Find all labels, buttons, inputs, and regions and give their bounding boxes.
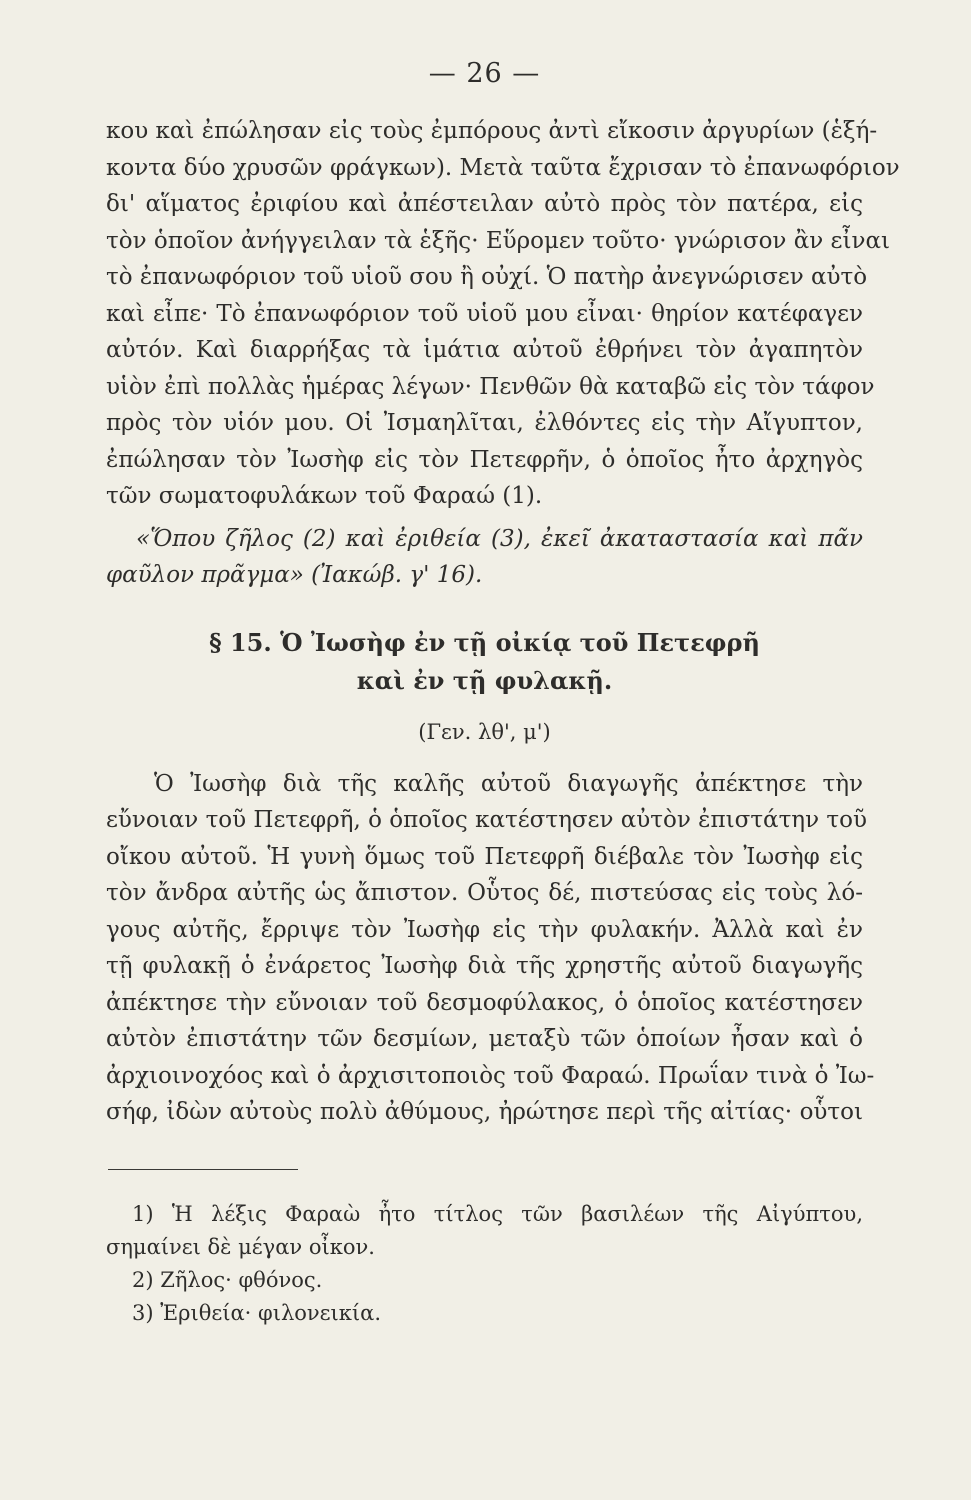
scripture-reference: (Γεν. λθ', μ') <box>418 719 551 744</box>
text-line: ἐπώλησαν τὸν Ἰωσὴφ εἰς τὸν Πετεφρῆν, ὁ ὁποῖος ἦτο ἀρχηγὸς <box>106 446 863 473</box>
quote-line: «Ὅπου ζῆλος (2) καὶ ἐριθεία (3), ἐκεῖ ἀκαταστασία καὶ πᾶν <box>136 525 863 552</box>
footnote-3 <box>106 1297 863 1330</box>
text-line: γους αὐτῆς, ἔρριψε τὸν Ἰωσὴφ εἰς τὴν φυλακήν. Ἀλλὰ καὶ ἐν <box>106 916 863 943</box>
text-line: εὔνοιαν τοῦ Πετεφρῆ, ὁ ὁποῖος κατέστησεν αὐτὸν ἐπιστάτην τοῦ <box>106 807 867 833</box>
footnote-line: 3) Ἐριθεία· φιλονεικία. <box>132 1300 381 1325</box>
text-line: τῇ φυλακῇ ὁ ἐνάρετος Ἰωσὴφ διὰ τῆς χρηστῆς αὐτοῦ διαγωγῆς <box>106 953 863 979</box>
footnote-1 <box>106 1198 863 1264</box>
text-line: Ὁ Ἰωσὴφ διὰ τῆς καλῆς αὐτοῦ διαγωγῆς ἀπέκτησε τὴν <box>154 770 863 797</box>
footnote-line: σημαίνει δὲ μέγαν οἶκον. <box>106 1234 375 1259</box>
paragraph-joseph-prison <box>106 766 875 1131</box>
text-line: κου καὶ ἐπώλησαν εἰς τοὺς ἐμπόρους ἀντὶ εἴκοσιν ἀργυρίων (ἑξή- <box>106 118 878 144</box>
text-line: υἱὸν ἐπὶ πολλὰς ἡμέρας λέγων· Πενθῶν θὰ καταβῶ εἰς τὸν τάφον <box>106 373 875 400</box>
text-line: πρὸς τὸν υἱόν μου. Οἱ Ἰσμαηλῖται, ἐλθόντες εἰς τὴν Αἴγυπτον, <box>106 410 863 436</box>
footnote-2 <box>106 1264 863 1297</box>
text-line: ἀπέκτησε τὴν εὔνοιαν τοῦ δεσμοφύλακος, ὁ ὁποῖος κατέστησεν <box>106 989 863 1016</box>
text-line: σήφ, ἰδὼν αὐτοὺς πολὺ ἀθύμους, ἠρώτησε περὶ τῆς αἰτίας· οὗτοι <box>106 1099 863 1125</box>
text-line: καὶ εἶπε· Τὸ ἐπανωφόριον τοῦ υἱοῦ μου εἶναι· θηρίον κατέφαγεν <box>106 300 863 327</box>
scripture-quote <box>106 521 863 594</box>
text-line: ἀρχιοινοχόος καὶ ὁ ἀρχισιτοποιὸς τοῦ Φαραώ. Πρωΐαν τινὰ ὁ Ἰω- <box>106 1062 875 1089</box>
section-title-line-2: καὶ ἐν τῇ φυλακῇ. <box>356 665 613 695</box>
quote-line: φαῦλον πρᾶγμα» (Ἰακώβ. γ' 16). <box>106 562 483 588</box>
paragraph-joseph-sold <box>106 113 900 515</box>
text-line: κοντα δύο χρυσῶν φράγκων). Μετὰ ταῦτα ἔχρισαν τὸ ἐπανωφόριον <box>106 154 900 181</box>
footnote-divider <box>108 1169 298 1170</box>
footnote-line: 1) Ἡ λέξις Φαραὼ ἦτο τίτλος τῶν βασιλέων τῆς Αἰγύπτου, <box>132 1201 863 1226</box>
text-line: δι' αἵματος ἐριφίου καὶ ἀπέστειλαν αὐτὸ πρὸς τὸν πατέρα, εἰς <box>106 191 863 217</box>
text-line: τῶν σωματοφυλάκων τοῦ Φαραώ (1). <box>106 483 543 509</box>
page-number: — 26 — <box>428 58 541 89</box>
footnote-line: 2) Ζῆλος· φθόνος. <box>132 1267 323 1292</box>
text-line: αὐτόν. Καὶ διαρρήξας τὰ ἱμάτια αὐτοῦ ἐθρήνει τὸν ἀγαπητὸν <box>106 337 863 363</box>
text-line: τὸν ὁποῖον ἀνήγγειλαν τὰ ἑξῆς· Εὕρομεν τοῦτο· γνώρισον ἂν εἶναι <box>106 227 891 254</box>
text-line: τὸ ἐπανωφόριον τοῦ υἱοῦ σου ἢ οὐχί. Ὁ πατὴρ ἀνεγνώρισεν αὐτὸ <box>106 264 868 290</box>
section-heading <box>106 624 863 700</box>
text-line: οἴκου αὐτοῦ. Ἡ γυνὴ ὅμως τοῦ Πετεφρῆ διέβαλε τὸν Ἰωσὴφ εἰς <box>106 843 863 870</box>
footnotes <box>106 1198 863 1330</box>
text-line: τὸν ἄνδρα αὐτῆς ὡς ἄπιστον. Οὗτος δέ, πιστεύσας εἰς τοὺς λό- <box>106 880 863 906</box>
text-line: αὐτὸν ἐπιστάτην τῶν δεσμίων, μεταξὺ τῶν ὁποίων ἦσαν καὶ ὁ <box>106 1026 863 1052</box>
section-title-line-1: § 15. Ὁ Ἰωσὴφ ἐν τῇ οἰκίᾳ τοῦ Πετεφρῆ <box>209 627 760 657</box>
